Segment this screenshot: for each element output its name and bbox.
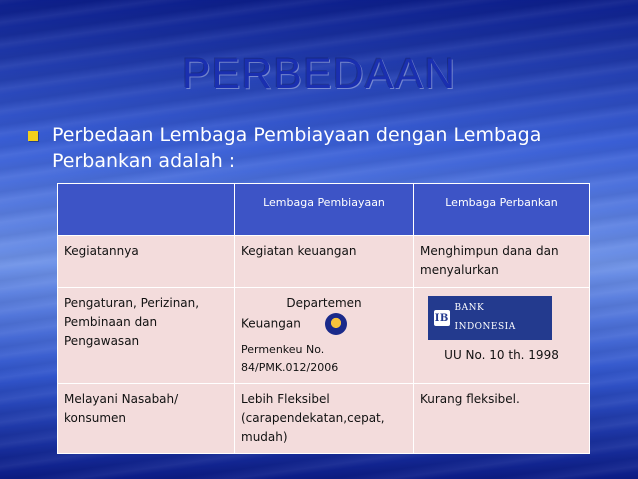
- table-header-row: [58, 184, 590, 236]
- cell-perbankan: Menghimpun dana dan menyalurkan: [414, 236, 590, 288]
- header-lembaga-perbankan: Lembaga Perbankan: [414, 184, 590, 236]
- header-empty: [58, 184, 235, 236]
- cell-pembiayaan: Lebih Fleksibel (carapendekatan,cepat, mudah): [235, 384, 414, 454]
- bank-indonesia-logo-text: BANK INDONESIA: [454, 303, 516, 332]
- cell-pembiayaan: [235, 288, 414, 384]
- square-bullet-icon: [28, 131, 38, 141]
- keuangan-label: Keuangan: [241, 316, 301, 331]
- table-row: [58, 236, 590, 288]
- cell-pembiayaan: Kegiatan keuangan: [235, 236, 414, 288]
- bank-indonesia-logo-icon: IB: [434, 310, 450, 326]
- kemenkeu-logo-icon: [325, 313, 347, 335]
- header-lembaga-pembiayaan: Lembaga Pembiayaan: [235, 184, 414, 236]
- uu-label: UU No. 10 th. 1998: [444, 348, 559, 362]
- bank-indonesia-logo: [420, 294, 583, 340]
- table-row: [58, 384, 590, 454]
- bullet-text: Perbedaan Lembaga Pembiayaan dengan Lembaga Perbankan adalah :: [52, 124, 542, 172]
- table-row: [58, 288, 590, 384]
- cell-criteria: Pengaturan, Perizinan, Pembinaan dan Pengawasan: [58, 288, 235, 384]
- cell-perbankan: Kurang fleksibel.: [414, 384, 590, 454]
- comparison-table: [57, 183, 590, 454]
- bullet-point: [28, 122, 618, 174]
- cell-criteria: Kegiatannya: [58, 236, 235, 288]
- cell-criteria: Melayani Nasabah/ konsumen: [58, 384, 235, 454]
- slide-title: PERBEDAAN: [181, 50, 457, 98]
- departemen-label: Departemen: [286, 296, 362, 310]
- permenkeu-label: Permenkeu No. 84/PMK.012/2006: [241, 343, 339, 374]
- keuangan-row: [241, 313, 407, 335]
- cell-perbankan: [414, 288, 590, 384]
